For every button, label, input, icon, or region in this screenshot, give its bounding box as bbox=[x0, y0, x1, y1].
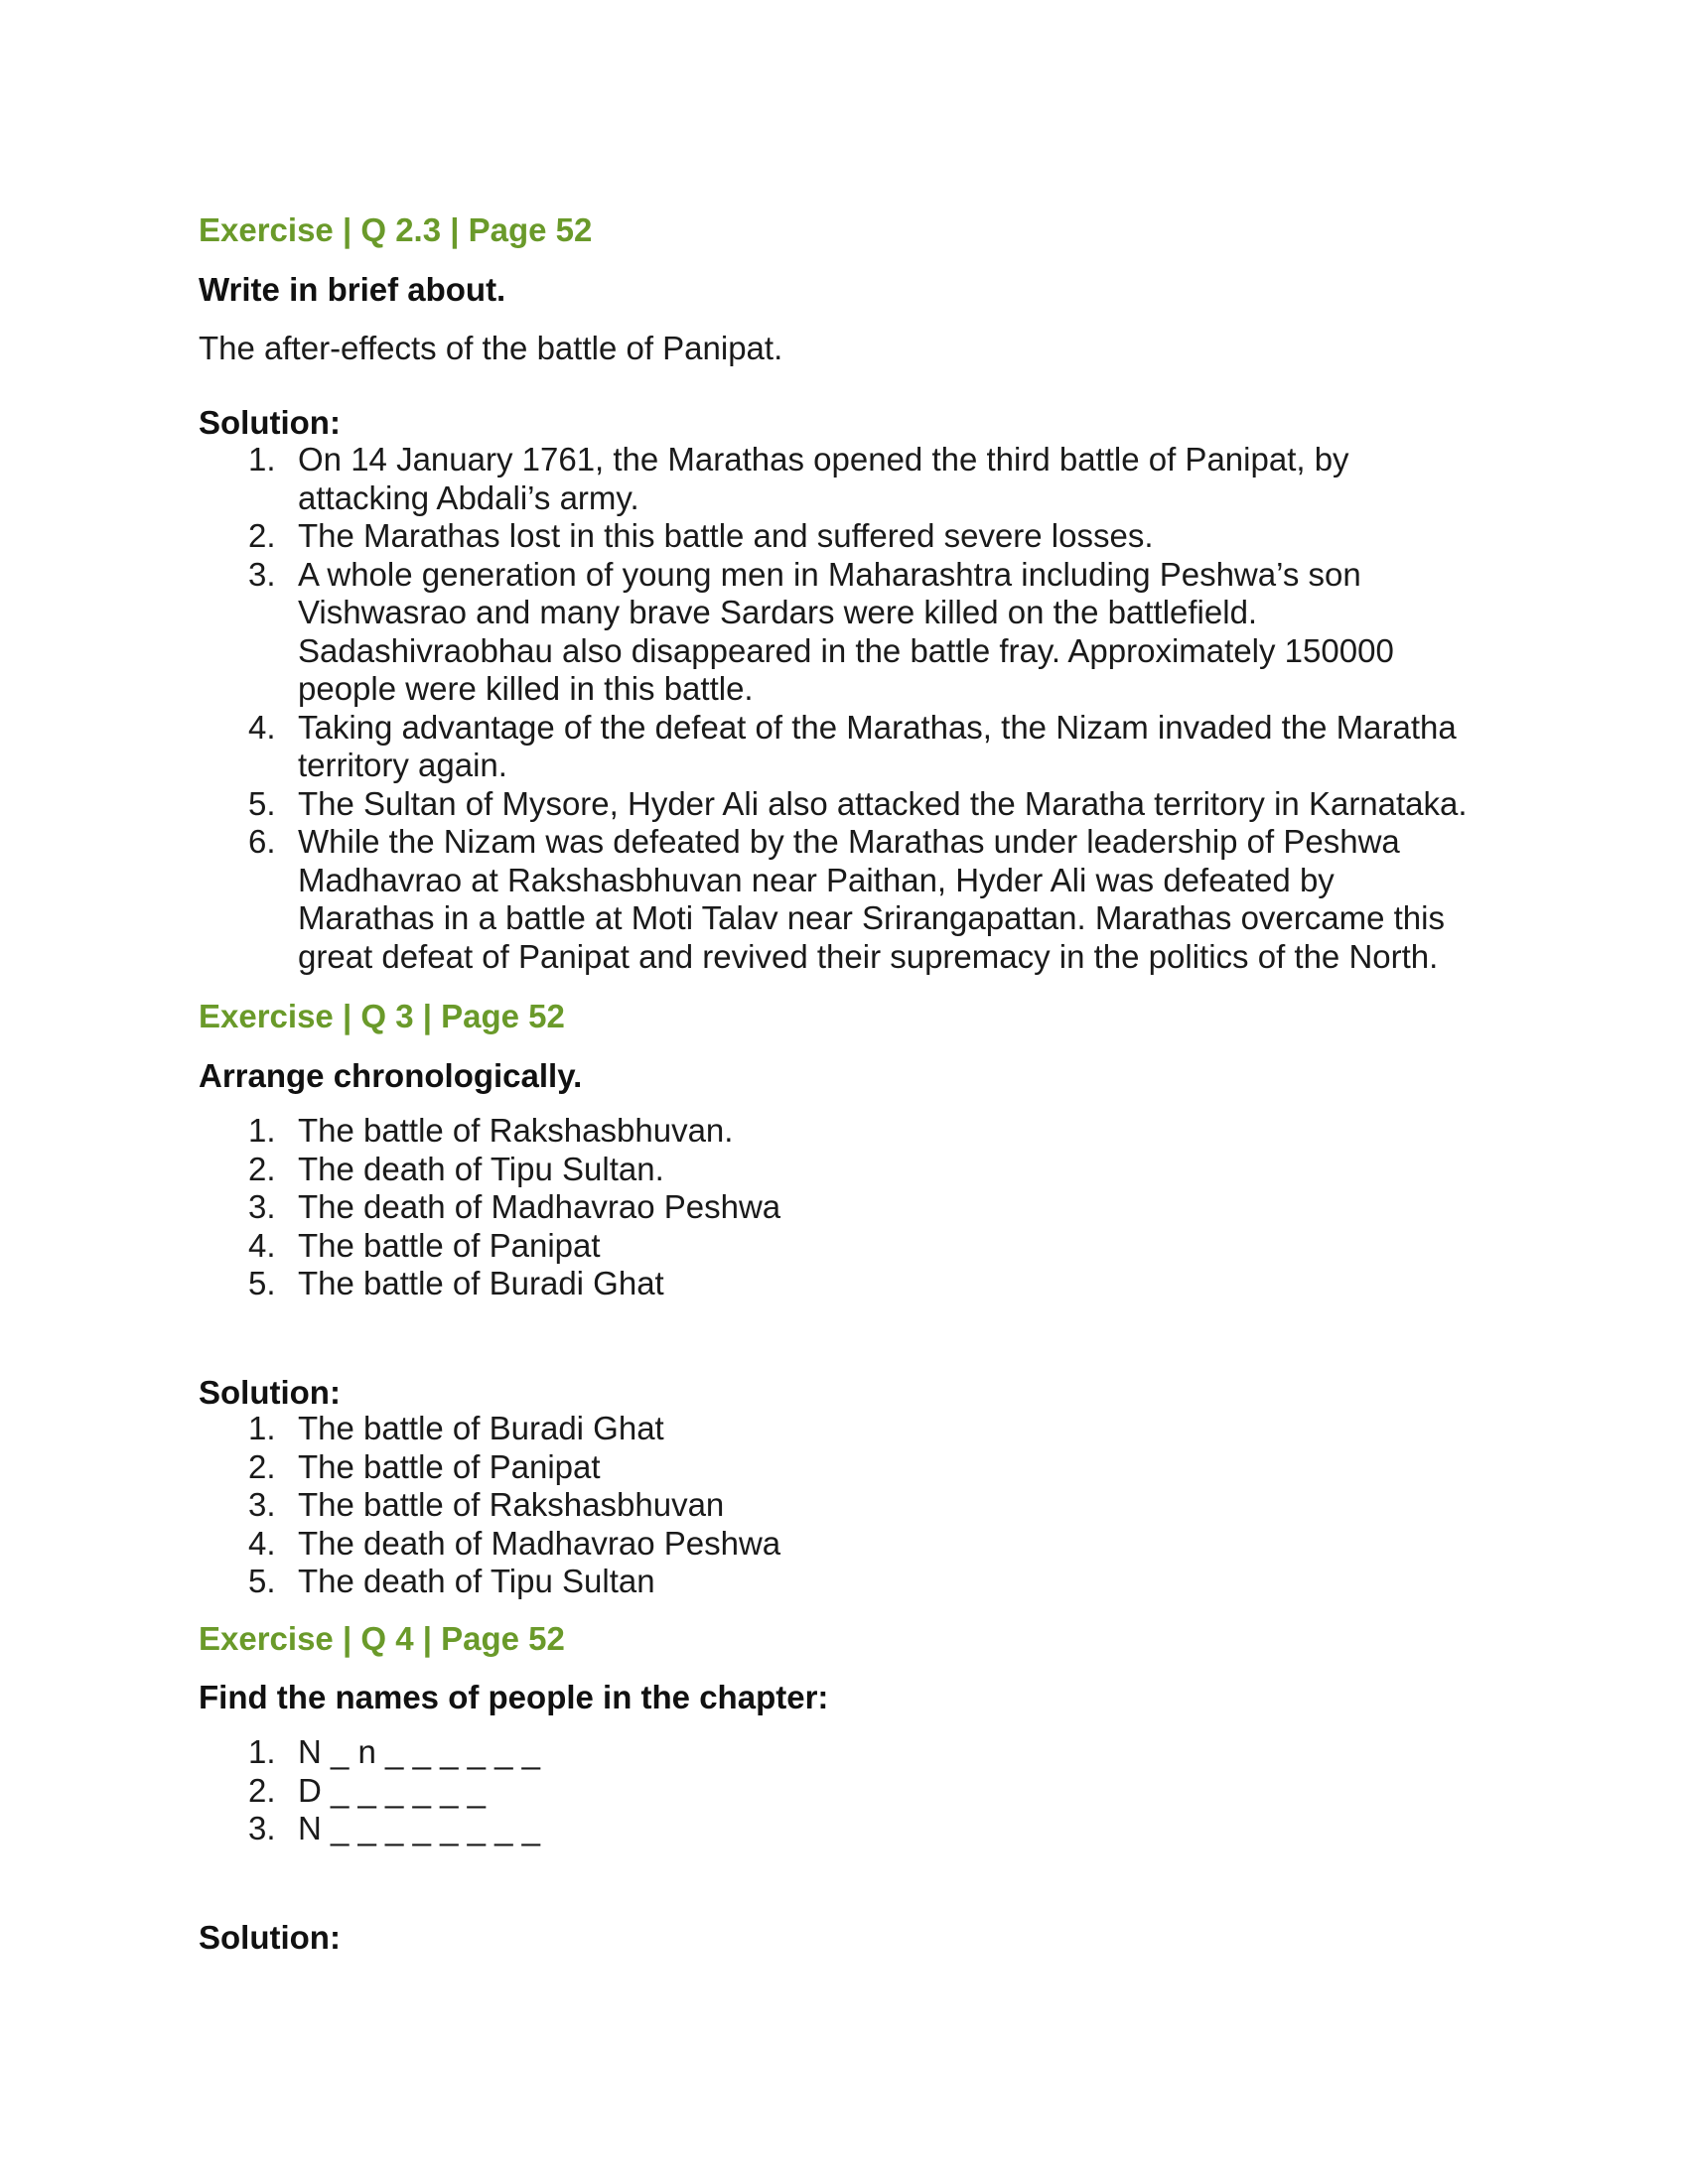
list-item-text: Taking advantage of the defeat of the Marathas, the Nizam invaded the Maratha territory again. bbox=[298, 708, 1457, 783]
list-item-text: The battle of Rakshasbhuvan bbox=[298, 1486, 725, 1523]
list-item-text: The death of Tipu Sultan bbox=[298, 1563, 655, 1599]
list-item-number: 4. bbox=[248, 708, 276, 746]
list-item-text: N _ n _ _ _ _ _ _ bbox=[298, 1733, 541, 1770]
list-item-text: D _ _ _ _ _ _ bbox=[298, 1771, 486, 1809]
list-item-number: 2. bbox=[248, 1447, 276, 1485]
list-item-text: The death of Madhavrao Peshwa bbox=[298, 1524, 781, 1562]
list-item-number: 3. bbox=[248, 1188, 276, 1225]
list-item bbox=[199, 709, 1519, 785]
question-list-q4 bbox=[199, 1733, 1519, 1848]
list-item-number: 3. bbox=[248, 1486, 276, 1523]
list-item bbox=[199, 1410, 1519, 1448]
question-title-q3: Arrange chronologically. bbox=[199, 1057, 583, 1094]
list-item-text: The battle of Rakshasbhuvan. bbox=[298, 1112, 734, 1149]
list-item-number: 5. bbox=[248, 1563, 276, 1599]
list-item bbox=[199, 1188, 1519, 1227]
question-title-q4: Find the names of people in the chapter: bbox=[199, 1679, 829, 1715]
list-item bbox=[199, 1265, 1519, 1303]
list-item bbox=[199, 1112, 1519, 1151]
list-item bbox=[199, 1525, 1519, 1564]
list-item-number: 3. bbox=[248, 1810, 276, 1846]
solution-list-q2-3 bbox=[199, 441, 1519, 976]
solution-list-q3 bbox=[199, 1410, 1519, 1601]
list-item-text: N _ _ _ _ _ _ _ _ bbox=[298, 1810, 541, 1846]
question-list-q3 bbox=[199, 1112, 1519, 1303]
solution-label-q2-3: Solution: bbox=[199, 404, 341, 441]
list-item bbox=[199, 1733, 1519, 1772]
question-title-q2-3: Write in brief about. bbox=[199, 271, 506, 308]
list-item bbox=[199, 823, 1519, 976]
list-item-number: 2. bbox=[248, 1150, 276, 1187]
exercise-heading-q3: Exercise | Q 3 | Page 52 bbox=[199, 998, 565, 1034]
list-item-text: The battle of Buradi Ghat bbox=[298, 1265, 664, 1301]
list-item-number: 3. bbox=[248, 555, 276, 593]
solution-label-q3: Solution: bbox=[199, 1374, 341, 1411]
list-item bbox=[199, 785, 1519, 824]
list-item-number: 5. bbox=[248, 1265, 276, 1301]
list-item-number: 1. bbox=[248, 441, 276, 478]
list-item-text: The death of Tipu Sultan. bbox=[298, 1150, 664, 1187]
exercise-heading-q4: Exercise | Q 4 | Page 52 bbox=[199, 1620, 565, 1657]
list-item bbox=[199, 1563, 1519, 1601]
list-item-number: 4. bbox=[248, 1226, 276, 1264]
list-item bbox=[199, 1448, 1519, 1487]
list-item bbox=[199, 1151, 1519, 1189]
list-item-text: On 14 January 1761, the Marathas opened the third battle of Panipat, by attacking Abdali’s army. bbox=[298, 441, 1349, 516]
list-item bbox=[199, 1486, 1519, 1525]
list-item bbox=[199, 441, 1519, 517]
list-item-text: The Sultan of Mysore, Hyder Ali also attacked the Maratha territory in Karnataka. bbox=[298, 784, 1468, 822]
list-item bbox=[199, 1227, 1519, 1266]
list-item-number: 5. bbox=[248, 784, 276, 822]
list-item-text: The Marathas lost in this battle and suffered severe losses. bbox=[298, 517, 1154, 554]
list-item bbox=[199, 517, 1519, 556]
list-item-number: 2. bbox=[248, 517, 276, 554]
list-item-number: 4. bbox=[248, 1524, 276, 1562]
list-item-text: The battle of Panipat bbox=[298, 1226, 601, 1264]
exercise-heading-q2-3: Exercise | Q 2.3 | Page 52 bbox=[199, 211, 593, 248]
list-item bbox=[199, 1810, 1519, 1848]
list-item-number: 1. bbox=[248, 1733, 276, 1770]
list-item-number: 1. bbox=[248, 1410, 276, 1446]
list-item-text: The death of Madhavrao Peshwa bbox=[298, 1188, 781, 1225]
list-item-text: The battle of Panipat bbox=[298, 1447, 601, 1485]
list-item-number: 1. bbox=[248, 1112, 276, 1149]
list-item-text: The battle of Buradi Ghat bbox=[298, 1410, 664, 1446]
list-item-text: While the Nizam was defeated by the Marathas under leadership of Peshwa Madhavrao at Rakshasbhuvan near Paithan, Hyder Ali was defeated by Marathas in a battle at Moti Talav near Srirangapattan. Marathas overcame this great defeat of Panipat and revived their supremacy in the politics of the North. bbox=[298, 823, 1445, 975]
list-item-number: 6. bbox=[248, 823, 276, 860]
list-item bbox=[199, 1772, 1519, 1811]
list-item bbox=[199, 556, 1519, 709]
solution-label-q4: Solution: bbox=[199, 1919, 341, 1956]
list-item-text: A whole generation of young men in Maharashtra including Peshwa’s son Vishwasrao and many brave Sardars were killed on the battlefield. Sadashivraobhau also disappeared in the battle fray. Approximately 150000 people were killed in this battle. bbox=[298, 555, 1394, 707]
list-item-number: 2. bbox=[248, 1771, 276, 1809]
question-prompt-q2-3: The after-effects of the battle of Panipat. bbox=[199, 330, 783, 366]
